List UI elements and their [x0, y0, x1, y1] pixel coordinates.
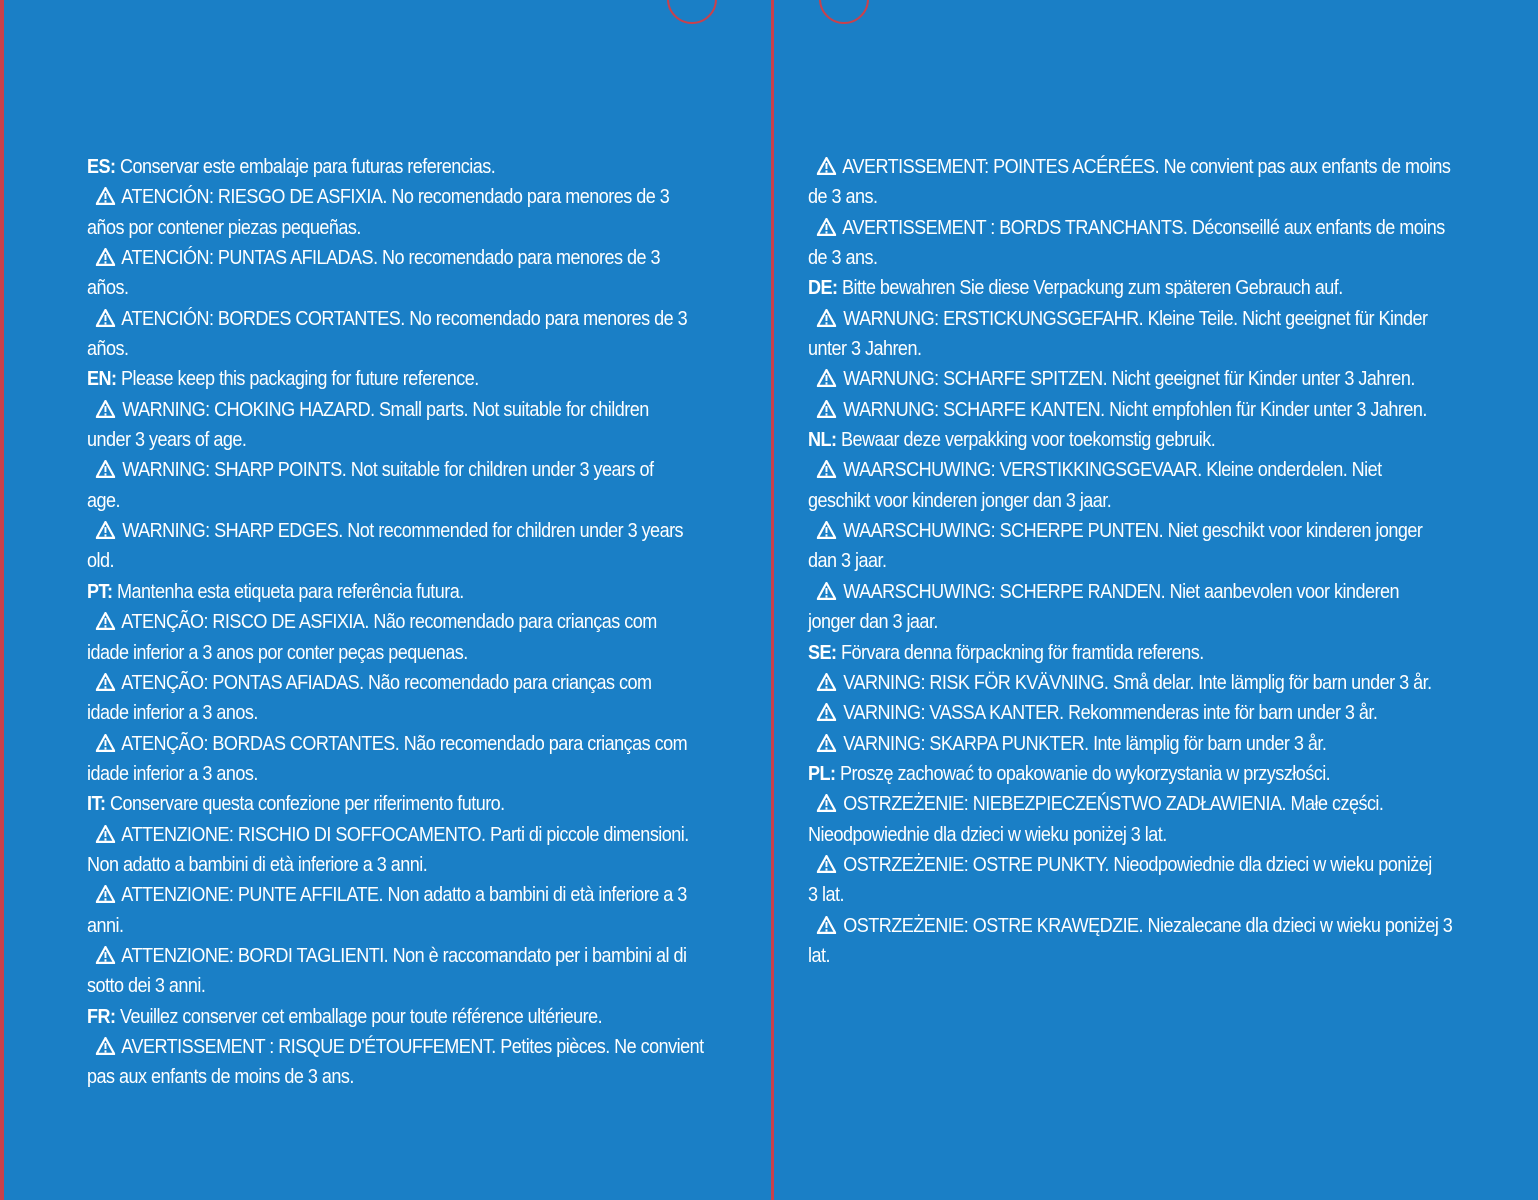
language-code: FR: — [87, 1004, 116, 1028]
line-text: Bitte bewahren Sie diese Verpackung zum späteren Gebrauch auf. — [841, 276, 1343, 300]
text-line — [87, 759, 747, 789]
line-text: Non adatto a bambini di età inferiore a 3 anni. — [87, 852, 428, 876]
warning-line — [808, 304, 1494, 334]
line-text: unter 3 Jahren. — [808, 337, 922, 361]
line-text: old. — [87, 549, 114, 573]
line-text: Nieodpowiednie dla dzieci w wieku poniżej 3 lat. — [808, 822, 1167, 846]
warning-triangle-icon — [817, 309, 836, 327]
text-line — [87, 850, 747, 880]
text-line — [87, 273, 747, 303]
language-heading-line — [87, 789, 747, 819]
line-text: Conservar este embalaje para futuras referencias. — [119, 155, 496, 178]
line-text: geschikt voor kinderen jonger dan 3 jaar. — [808, 488, 1112, 512]
language-code: EN: — [87, 367, 117, 391]
warning-line — [808, 455, 1494, 485]
line-text: ATENCIÓN: PUNTAS AFILADAS. No recomendado para menores de 3 — [121, 246, 660, 270]
warning-triangle-icon — [96, 612, 115, 630]
warning-line — [87, 880, 747, 910]
warning-triangle-icon — [817, 734, 836, 752]
warning-triangle-icon — [96, 521, 115, 539]
line-text: WARNUNG: SCHARFE SPITZEN. Nicht geeignet für Kinder unter 3 Jahren. — [843, 367, 1415, 391]
language-code: IT: — [87, 792, 106, 816]
line-text: WARNING: SHARP POINTS. Not suitable for children under 3 years of — [122, 458, 654, 482]
warning-triangle-icon — [817, 460, 836, 478]
line-text: ATTENZIONE: BORDI TAGLIENTI. Non è raccomandato per i bambini al di — [121, 943, 687, 967]
line-text: años. — [87, 276, 129, 300]
warning-line — [808, 789, 1494, 819]
warning-triangle-icon — [96, 885, 115, 903]
warning-triangle-icon — [817, 400, 836, 418]
warning-line — [808, 698, 1494, 728]
line-text: VARNING: VASSA KANTER. Rekommenderas inte för barn under 3 år. — [843, 701, 1378, 725]
line-text: WARNING: CHOKING HAZARD. Small parts. Not suitable for children — [122, 397, 649, 421]
text-line — [87, 486, 747, 516]
warning-triangle-icon — [817, 673, 836, 691]
line-text: jonger dan 3 jaar. — [808, 610, 938, 634]
language-code: DE: — [808, 276, 838, 300]
line-text: Conservare questa confezione per riferimento futuro. — [109, 792, 505, 816]
text-line — [808, 182, 1494, 212]
line-text: idade inferior a 3 anos por conter peças pequenas. — [87, 640, 468, 664]
line-text: VARNING: RISK FÖR KVÄVNING. Små delar. Inte lämplig för barn under 3 år. — [843, 670, 1432, 694]
line-text: pas aux enfants de moins de 3 ans. — [87, 1065, 354, 1089]
text-line — [87, 334, 747, 364]
line-text: OSTRZEŻENIE: NIEBEZPIECZEŃSTWO ZADŁAWIENIA. Małe części. — [843, 792, 1384, 816]
warning-line — [87, 243, 747, 273]
line-text: WAARSCHUWING: SCHERPE RANDEN. Niet aanbevolen voor kinderen — [843, 579, 1399, 603]
language-heading-line — [87, 1002, 747, 1032]
line-text: Veuillez conserver cet emballage pour toute référence ultérieure. — [119, 1004, 603, 1028]
warning-triangle-icon — [817, 855, 836, 873]
warning-line — [87, 395, 747, 425]
line-text: OSTRZEŻENIE: OSTRE KRAWĘDZIE. Niezalecane dla dzieci w wieku poniżej 3 — [843, 913, 1453, 937]
language-heading-line — [808, 759, 1494, 789]
warning-line — [87, 607, 747, 637]
line-text: Mantenha esta etiqueta para referência futura. — [116, 579, 464, 603]
warning-line — [808, 152, 1494, 182]
text-line — [808, 941, 1494, 971]
line-text: VARNING: SKARPA PUNKTER. Inte lämplig för barn under 3 år. — [843, 731, 1327, 755]
warning-line — [87, 941, 747, 971]
line-text: ATTENZIONE: PUNTE AFFILATE. Non adatto a bambini di età inferiore a 3 — [121, 883, 687, 907]
warning-triangle-icon — [96, 946, 115, 964]
text-line — [87, 638, 747, 668]
language-heading-line — [87, 364, 747, 394]
line-text: lat. — [808, 943, 830, 967]
warning-line — [808, 395, 1494, 425]
warning-triangle-icon — [817, 369, 836, 387]
warning-triangle-icon — [817, 582, 836, 600]
warning-line — [808, 364, 1494, 394]
line-text: años. — [87, 337, 129, 361]
warning-line — [87, 820, 747, 850]
line-text: idade inferior a 3 anos. — [87, 761, 258, 785]
line-text: Proszę zachować to opakowanie do wykorzystania w przyszłości. — [839, 761, 1331, 785]
line-text: sotto dei 3 anni. — [87, 974, 206, 998]
language-heading-line — [808, 273, 1494, 303]
language-heading-line — [808, 425, 1494, 455]
line-text: Please keep this packaging for future reference. — [120, 367, 479, 391]
text-line — [87, 698, 747, 728]
warning-triangle-icon — [817, 521, 836, 539]
language-code: PL: — [808, 761, 836, 785]
line-text: ATENÇÃO: RISCO DE ASFIXIA. Não recomendado para crianças com — [121, 610, 657, 634]
warning-triangle-icon — [817, 157, 836, 175]
warning-line — [87, 516, 747, 546]
text-line — [808, 880, 1494, 910]
language-code: PT: — [87, 579, 113, 603]
warning-triangle-icon — [96, 825, 115, 843]
warning-triangle-icon — [96, 734, 115, 752]
warning-triangle-icon — [96, 309, 115, 327]
line-text: ATENÇÃO: PONTAS AFIADAS. Não recomendado para crianças com — [121, 670, 652, 694]
text-line — [808, 546, 1494, 576]
warning-line — [87, 455, 747, 485]
warning-line — [87, 304, 747, 334]
text-line — [87, 213, 747, 243]
warning-triangle-icon — [96, 673, 115, 691]
text-line — [808, 607, 1494, 637]
line-text: age. — [87, 488, 120, 512]
warning-line — [808, 577, 1494, 607]
language-code: ES: — [87, 155, 116, 178]
line-text: OSTRZEŻENIE: OSTRE PUNKTY. Nieodpowiednie dla dzieci w wieku poniżej — [843, 852, 1432, 876]
text-line — [808, 820, 1494, 850]
text-line — [87, 546, 747, 576]
line-text: ATENCIÓN: BORDES CORTANTES. No recomendado para menores de 3 — [121, 306, 688, 330]
warning-line — [87, 668, 747, 698]
language-heading-line — [87, 577, 747, 607]
line-text: años por contener piezas pequeñas. — [87, 215, 361, 239]
line-text: WAARSCHUWING: SCHERPE PUNTEN. Niet geschikt voor kinderen jonger — [843, 519, 1423, 543]
warning-line — [808, 911, 1494, 941]
warning-line — [808, 668, 1494, 698]
warning-line — [808, 729, 1494, 759]
warning-triangle-icon — [96, 248, 115, 266]
warning-line — [87, 182, 747, 212]
language-code: SE: — [808, 640, 837, 664]
text-line — [808, 334, 1494, 364]
text-line — [87, 1062, 747, 1092]
warning-triangle-icon — [817, 218, 836, 236]
line-text: de 3 ans. — [808, 246, 878, 270]
line-text: Bewaar deze verpakking voor toekomstig gebruik. — [840, 428, 1216, 452]
line-text: under 3 years of age. — [87, 428, 247, 452]
warning-triangle-icon — [817, 916, 836, 934]
language-code: NL: — [808, 428, 837, 452]
warning-triangle-icon — [96, 400, 115, 418]
line-text: dan 3 jaar. — [808, 549, 887, 573]
warning-line — [87, 1032, 747, 1062]
line-text: AVERTISSEMENT : RISQUE D'ÉTOUFFEMENT. Petites pièces. Ne convient — [121, 1034, 704, 1058]
line-text: WAARSCHUWING: VERSTIKKINGSGEVAAR. Kleine onderdelen. Niet — [843, 458, 1382, 482]
line-text: anni. — [87, 913, 124, 937]
text-line — [87, 971, 747, 1001]
warning-line — [808, 213, 1494, 243]
line-text: Förvara denna förpackning för framtida referens. — [840, 640, 1204, 664]
text-line — [87, 911, 747, 941]
right-text-column — [808, 152, 1494, 971]
text-line — [808, 243, 1494, 273]
warning-triangle-icon — [96, 460, 115, 478]
line-text: WARNUNG: ERSTICKUNGSGEFAHR. Kleine Teile. Nicht geeignet für Kinder — [843, 306, 1428, 330]
language-heading-line — [808, 638, 1494, 668]
warning-triangle-icon — [96, 187, 115, 205]
warning-triangle-icon — [96, 1037, 115, 1055]
text-line — [808, 486, 1494, 516]
line-text: AVERTISSEMENT : BORDS TRANCHANTS. Déconseillé aux enfants de moins — [842, 215, 1445, 239]
line-text: ATTENZIONE: RISCHIO DI SOFFOCAMENTO. Parti di piccole dimensioni. — [121, 822, 689, 846]
line-text: 3 lat. — [808, 883, 844, 907]
warning-triangle-icon — [817, 703, 836, 721]
left-text-column — [87, 152, 747, 1093]
line-text: ATENCIÓN: RIESGO DE ASFIXIA. No recomendado para menores de 3 — [121, 185, 670, 209]
line-text: WARNING: SHARP EDGES. Not recommended for children under 3 years — [122, 519, 684, 543]
warning-line — [808, 850, 1494, 880]
line-text: de 3 ans. — [808, 185, 878, 209]
language-heading-line — [87, 152, 747, 182]
warning-line — [808, 516, 1494, 546]
line-text: ATENÇÃO: BORDAS CORTANTES. Não recomendado para crianças com — [121, 731, 688, 755]
line-text: AVERTISSEMENT: POINTES ACÉRÉES. Ne convient pas aux enfants de moins — [842, 155, 1451, 178]
warning-triangle-icon — [817, 794, 836, 812]
warning-line — [87, 729, 747, 759]
text-line — [87, 425, 747, 455]
line-text: idade inferior a 3 anos. — [87, 701, 258, 725]
line-text: WARNUNG: SCHARFE KANTEN. Nicht empfohlen für Kinder unter 3 Jahren. — [843, 397, 1427, 421]
